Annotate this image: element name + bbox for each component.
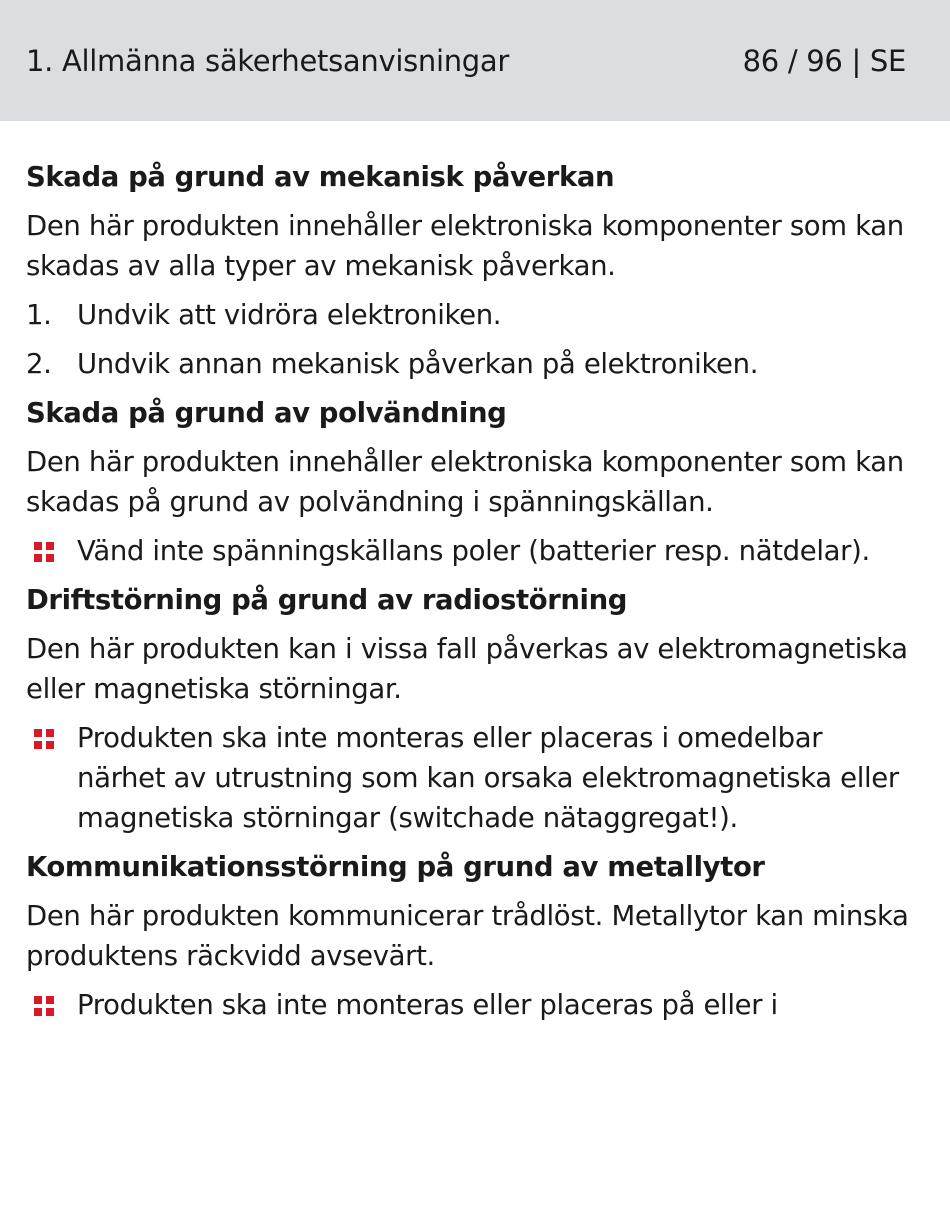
section-heading: Skada på grund av mekanisk påverkan — [26, 161, 615, 193]
list-item-text: Undvik att vidröra elektroniken. — [77, 299, 502, 331]
list-number: 2. — [26, 348, 52, 380]
section-title: 1. Allmänna säkerhetsanvisningar — [26, 43, 510, 78]
numbered-list-item — [26, 295, 910, 335]
numbered-list-item — [26, 344, 910, 384]
section-heading: Kommunikationsstörning på grund av metallytor — [26, 851, 765, 883]
action-list-item — [26, 718, 910, 838]
section-paragraph: Den här produkten innehåller elektroniska komponenter som kan skadas av alla typer av mekanisk påverkan. — [26, 210, 904, 282]
section-paragraph: Den här produkten kommunicerar trådlöst. Metallytor kan minska produktens räckvidd avsevärt. — [26, 900, 909, 972]
section-heading: Driftstörning på grund av radiostörning — [26, 584, 628, 616]
action-symbol-icon — [34, 729, 54, 749]
list-item-text: Vänd inte spänningskällans poler (batterier resp. nätdelar). — [77, 535, 870, 567]
action-list-item — [26, 531, 910, 571]
section-paragraph: Den här produkten innehåller elektroniska komponenter som kan skadas på grund av polvändning i spänningskällan. — [26, 446, 904, 518]
list-item-text: Produkten ska inte monteras eller placeras på eller i — [77, 989, 778, 1021]
page-content — [0, 121, 950, 1025]
action-symbol-icon — [34, 996, 54, 1016]
list-item-text: Produkten ska inte monteras eller placeras i omedelbar närhet av utrustning som kan orsaka elektromagnetiska eller magnetiska störningar (switchade nätaggregat!). — [77, 722, 899, 834]
list-item-text: Undvik annan mekanisk påverkan på elektroniken. — [77, 348, 759, 380]
section-heading: Skada på grund av polvändning — [26, 397, 507, 429]
page-header — [0, 0, 950, 121]
action-symbol-icon — [34, 542, 54, 562]
action-list-item — [26, 985, 910, 1025]
page-indicator: 86 / 96 | SE — [742, 43, 906, 78]
section-paragraph: Den här produkten kan i vissa fall påverkas av elektromagnetiska eller magnetiska störningar. — [26, 633, 908, 705]
list-number: 1. — [26, 299, 52, 331]
